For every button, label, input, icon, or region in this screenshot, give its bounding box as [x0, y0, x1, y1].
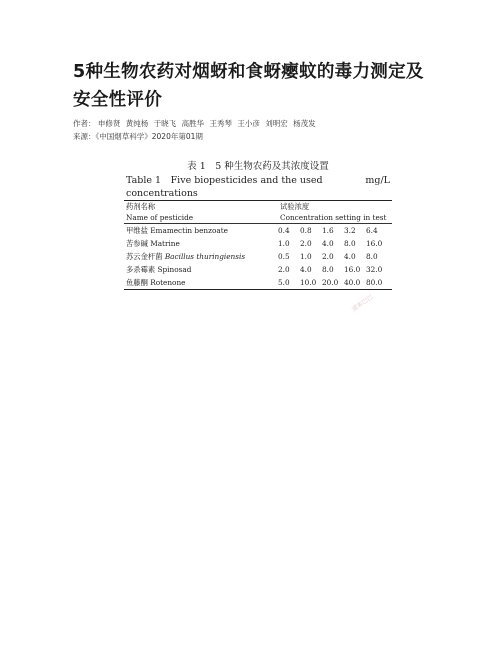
- author-name[interactable]: 黄纯杨: [125, 119, 149, 128]
- table-caption-en-line: [124, 174, 392, 200]
- header-conc-cn: 试验浓度: [280, 201, 310, 211]
- author-name[interactable]: 刘明宏: [265, 119, 288, 128]
- header-name-en: Name of pesticide: [126, 213, 194, 222]
- pesticide-name-cn: 苦参碱: [126, 238, 148, 248]
- header-conc-en: Concentration setting in test: [280, 213, 387, 222]
- table-row: [124, 276, 392, 289]
- author-name[interactable]: 王小彦: [237, 119, 260, 128]
- concentration-cell: 4.0: [322, 239, 334, 248]
- authors-label: 作者：: [73, 119, 96, 128]
- author-name[interactable]: 于晓飞: [153, 119, 177, 128]
- author-name[interactable]: 申修贤: [97, 119, 121, 128]
- pesticide-name: [126, 226, 278, 236]
- document-title: 5种生物农药对烟蚜和食蚜瘿蚊的毒力测定及安全性评价: [73, 62, 424, 110]
- table-row: [124, 250, 392, 263]
- concentration-cell: 4.0: [300, 265, 312, 274]
- concentration-cell: 8.0: [344, 239, 356, 248]
- concentration-cell: 32.0: [366, 265, 383, 274]
- header-name-cn: 药剂名称: [126, 201, 156, 211]
- author-name[interactable]: 王秀琴: [209, 119, 232, 128]
- table-row: [124, 263, 392, 276]
- table-row: [124, 224, 392, 237]
- table-bottom-rule: [124, 289, 392, 290]
- pesticide-name-en: Bacillus thuringiensis: [164, 251, 246, 261]
- pesticide-name-en: Emamectin benzoate: [150, 225, 228, 235]
- concentration-cell: 0.8: [300, 226, 312, 235]
- concentration-values: [278, 278, 390, 287]
- table-unit: mg/L: [365, 175, 390, 186]
- concentration-cell: 10.0: [300, 278, 317, 287]
- concentration-values: [278, 239, 390, 248]
- table-header-row-cn: [124, 201, 392, 212]
- table-caption-en: Table 1 Five biopesticides and the used concentrations: [126, 175, 323, 199]
- pesticide-name-en: Spinosad: [157, 264, 192, 274]
- pesticide-name-cn: 鱼藤酮: [126, 277, 148, 287]
- source-line: [73, 132, 206, 142]
- pesticide-name-en: Rotenone: [150, 277, 186, 287]
- concentration-cell: 5.0: [278, 278, 290, 287]
- concentration-cell: 2.0: [278, 265, 290, 274]
- concentration-cell: 4.0: [344, 252, 356, 261]
- concentration-values: [278, 252, 390, 261]
- watermark: 道客巴巴: [350, 293, 375, 314]
- pesticide-name-cn: 多杀霉素: [126, 264, 156, 274]
- concentration-cell: 40.0: [344, 278, 361, 287]
- pesticide-name: [126, 252, 278, 262]
- concentration-cell: 1.0: [278, 239, 290, 248]
- concentration-cell: 2.0: [300, 239, 312, 248]
- author-name[interactable]: 高胜华: [181, 119, 205, 128]
- pesticide-name: [126, 278, 278, 288]
- table-caption-cn: 表 1 5 种生物农药及其浓度设置: [187, 161, 329, 172]
- pesticide-name-cn: 甲维盐: [126, 225, 148, 235]
- concentration-cell: 16.0: [366, 239, 383, 248]
- concentration-cell: 8.0: [366, 252, 378, 261]
- concentration-cell: 3.2: [344, 226, 356, 235]
- table-body: [124, 224, 392, 289]
- concentration-cell: 1.6: [322, 226, 334, 235]
- table-row: [124, 237, 392, 250]
- source-journal[interactable]: 《中国烟草科学》2020年第01期: [95, 132, 203, 141]
- table-header-row-en: [124, 212, 392, 223]
- concentration-cell: 6.4: [366, 226, 378, 235]
- concentration-cell: 2.0: [322, 252, 334, 261]
- concentration-values: [278, 226, 390, 235]
- concentration-cell: 8.0: [322, 265, 334, 274]
- concentration-cell: 20.0: [322, 278, 339, 287]
- concentration-cell: 0.4: [278, 226, 290, 235]
- pesticide-name-cn: 苏云金杆菌: [126, 251, 163, 261]
- concentration-cell: 16.0: [344, 265, 361, 274]
- source-label: 来源：: [73, 132, 96, 141]
- authors-line: [73, 119, 319, 129]
- pesticide-table: [124, 160, 392, 290]
- pesticide-name: [126, 265, 278, 275]
- concentration-values: [278, 265, 390, 274]
- concentration-cell: 80.0: [366, 278, 383, 287]
- pesticide-name-en: Matrine: [150, 238, 180, 248]
- pesticide-name: [126, 239, 278, 249]
- concentration-cell: 1.0: [300, 252, 312, 261]
- concentration-cell: 0.5: [278, 252, 290, 261]
- author-name[interactable]: 杨茂发: [293, 119, 316, 128]
